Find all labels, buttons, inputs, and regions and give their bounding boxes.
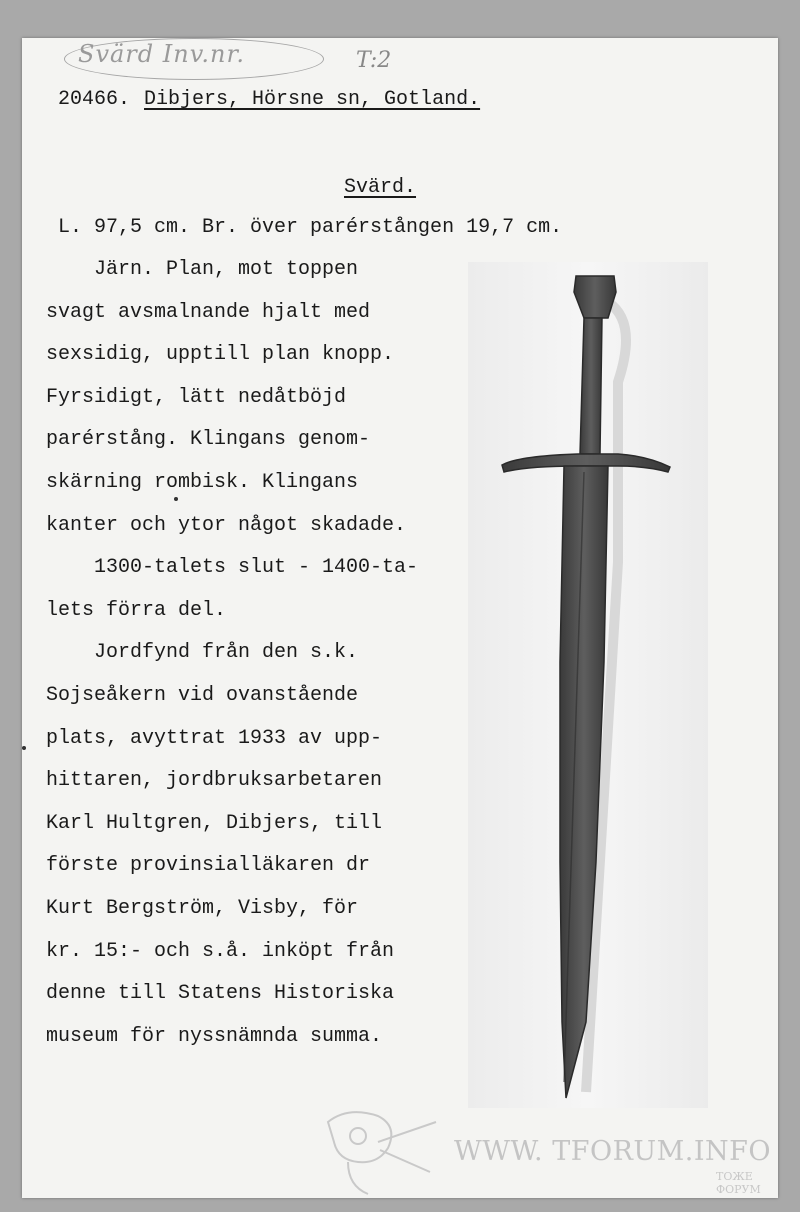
watermark-text: WWW. TFORUM.INFO <box>454 1136 772 1167</box>
description-line: Karl Hultgren, Dibjers, till <box>46 811 383 835</box>
description-line: Jordfynd från den s.k. <box>46 641 359 665</box>
handwritten-catalog-mark: T:2 <box>356 48 392 73</box>
description-line: Järn. Plan, mot toppen <box>46 258 359 281</box>
watermark-subtitle: ТОЖЕ ФОРУМ <box>716 1170 761 1196</box>
sword-grip <box>580 318 602 454</box>
description <box>46 256 466 1065</box>
watermark-emblem <box>318 1102 448 1198</box>
object-title: Svärd. <box>344 176 417 199</box>
ink-dot <box>22 746 26 750</box>
description-line: kr. 15:- och s.å. inköpt från <box>46 939 395 963</box>
description-line: hittaren, jordbruksarbetaren <box>46 769 383 793</box>
description-line: parérstång. Klingans genom- <box>46 428 371 452</box>
ink-dot <box>174 497 178 501</box>
description-line: skärning rombisk. Klingans <box>46 470 359 494</box>
description-line: sexsidig, upptill plan knopp. <box>46 343 395 367</box>
description-line: Fyrsidigt, lätt nedåtböjd <box>46 385 347 409</box>
handwritten-note: Svärd Inv.nr. <box>78 40 245 68</box>
sword-pommel <box>574 276 616 318</box>
sword-photo <box>468 262 708 1108</box>
description-line: svagt avsmalnande hjalt med <box>46 300 371 324</box>
watermark <box>318 1102 788 1198</box>
inventory-number: 20466. <box>58 88 131 111</box>
description-line: Sojseåkern vid ovanstående <box>46 683 359 707</box>
measurements: L. 97,5 cm. Br. över parérstången 19,7 cm. <box>58 216 563 239</box>
description-line: museum för nyssnämnda summa. <box>46 1024 383 1048</box>
sword-image <box>468 262 708 1108</box>
description-line: 1300-talets slut - 1400-ta- <box>46 556 419 580</box>
description-line: kanter och ytor något skadade. <box>46 513 407 537</box>
description-line: plats, avyttrat 1933 av upp- <box>46 726 383 750</box>
description-line: lets förra del. <box>46 598 227 622</box>
description-line: förste provinsialläkaren dr <box>46 854 371 878</box>
description-line: Kurt Bergström, Visby, för <box>46 896 359 920</box>
description-line: denne till Statens Historiska <box>46 982 395 1006</box>
card-header <box>58 88 480 111</box>
find-place: Dibjers, Hörsne sn, Gotland. <box>144 88 481 111</box>
